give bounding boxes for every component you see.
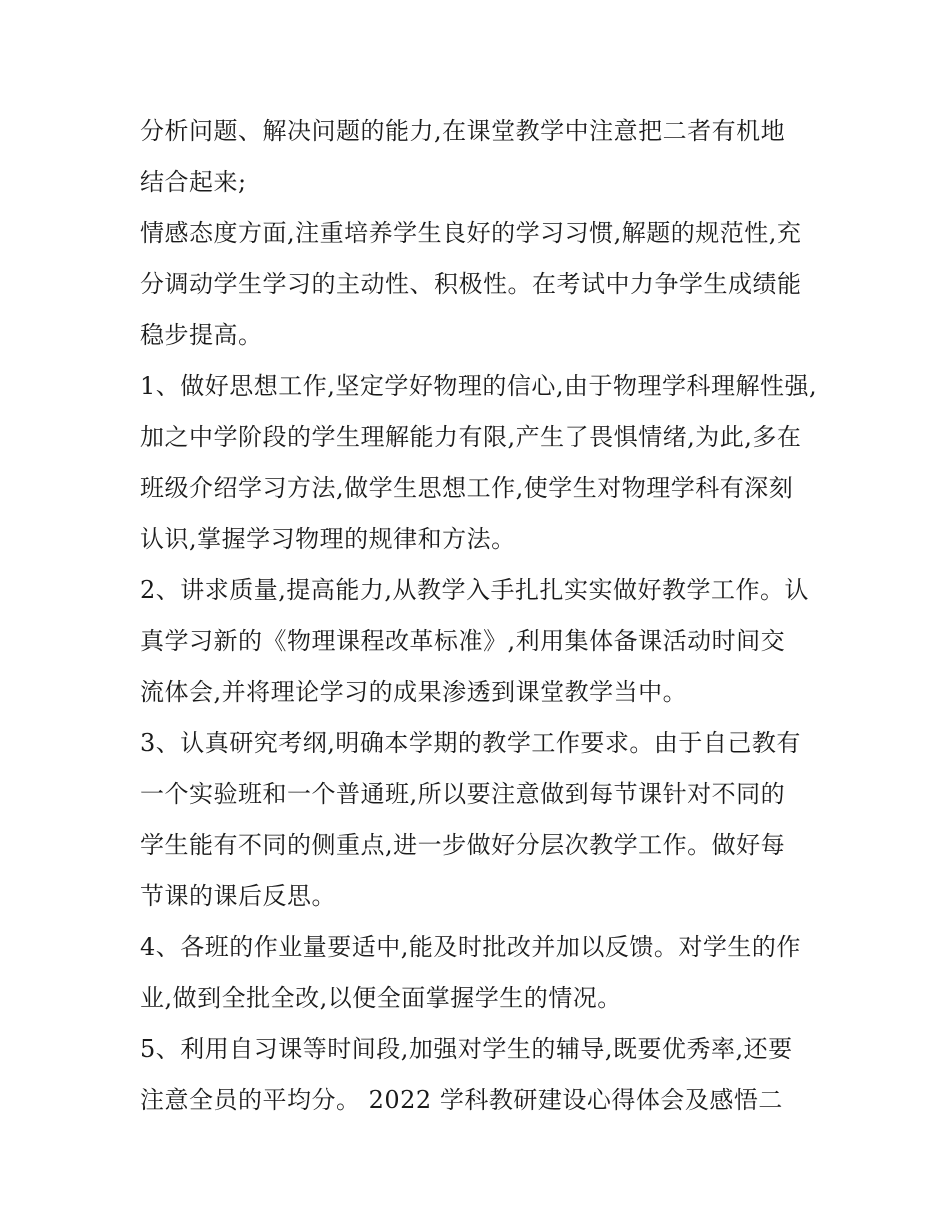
text-line: 分析问题、解决问题的能力,在课堂教学中注意把二者有机地 — [140, 117, 786, 145]
text-line: 认识,掌握学习物理的规律和方法。 — [140, 525, 516, 553]
text-line: 注意全员的平均分。 2022 学科教研建设心得体会及感悟二 — [140, 1086, 783, 1114]
text-line: 班级介绍学习方法,做学生思想工作,使学生对物理学科有深刻 — [140, 474, 794, 502]
text-line: 学生能有不同的侧重点,进一步做好分层次教学工作。做好每 — [140, 831, 786, 859]
text-line: 1、做好思想工作,坚定学好物理的信心,由于物理学科理解性强, — [140, 372, 818, 400]
text-line: 3、认真研究考纲,明确本学期的教学工作要求。由于自己教有 — [140, 729, 801, 757]
text-line: 加之中学阶段的学生理解能力有限,产生了畏惧情绪,为此,多在 — [140, 423, 802, 451]
text-line: 真学习新的《物理课程改革标准》,利用集体备课活动时间交 — [140, 627, 786, 655]
text-line: 5、利用自习课等时间段,加强对学生的辅导,既要优秀率,还要 — [140, 1035, 793, 1063]
text-line: 4、各班的作业量要适中,能及时批改并加以反馈。对学生的作 — [140, 933, 801, 961]
text-line: 节课的课后反思。 — [140, 882, 336, 910]
text-line: 业,做到全批全改,以便全面掌握学生的情况。 — [140, 984, 622, 1012]
document-body — [140, 106, 820, 1126]
text-line: 分调动学生学习的主动性、积极性。在考试中力争学生成绩能 — [140, 270, 802, 298]
text-line: 情感态度方面,注重培养学生良好的学习习惯,解题的规范性,充 — [140, 219, 802, 247]
text-line: 结合起来; — [140, 168, 247, 196]
text-line: 一个实验班和一个普通班,所以要注意做到每节课针对不同的 — [140, 780, 786, 808]
text-line: 流体会,并将理论学习的成果渗透到课堂教学当中。 — [140, 678, 688, 706]
text-line: 稳步提高。 — [140, 321, 263, 349]
text-line: 2、讲求质量,提高能力,从教学入手扎扎实实做好教学工作。认 — [140, 576, 810, 604]
